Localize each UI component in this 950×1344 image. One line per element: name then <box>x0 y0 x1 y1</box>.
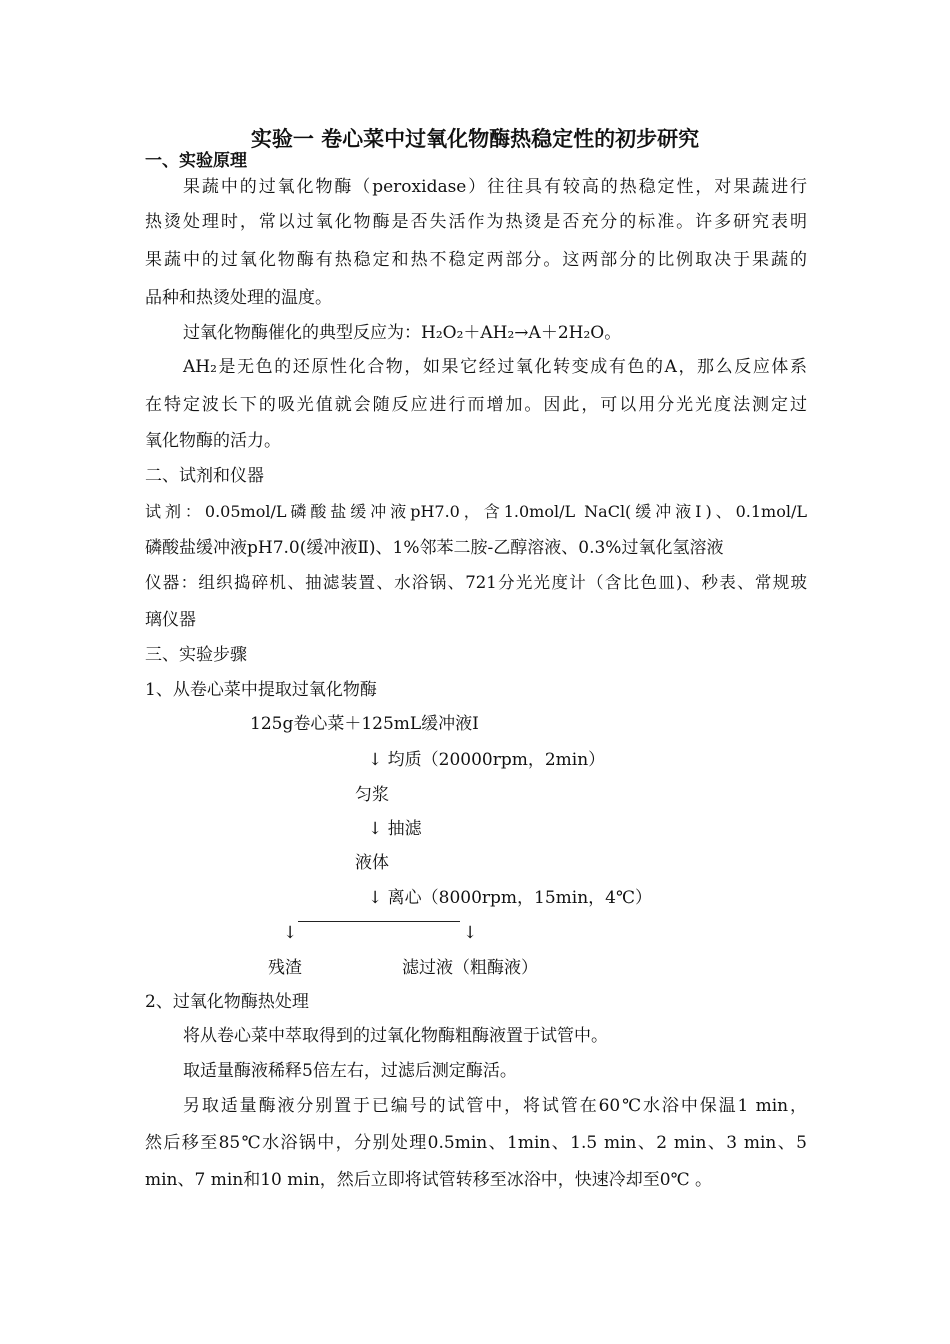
flow-arrow-filter: ↓ 抽滤 <box>368 819 422 839</box>
paragraph-line: min、7 min和10 min，然后立即将试管转移至冰浴中，快速冷却至0℃ 。 <box>145 1170 713 1190</box>
section-heading-reagents: 二、试剂和仪器 <box>145 466 264 486</box>
paragraph-line: 氧化物酶的活力。 <box>145 431 281 451</box>
flow-branch-line <box>298 921 460 922</box>
step2-heading: 2、过氧化物酶热处理 <box>145 992 309 1012</box>
flow-start: 125g卷心菜＋125mL缓冲液Ⅰ <box>250 714 479 734</box>
paragraph-line: 在特定波长下的吸光值就会随反应进行而增加。因此，可以用分光光度法测定过 <box>145 395 807 415</box>
page-title: 实验一 卷心菜中过氧化物酶热稳定性的初步研究 <box>250 127 700 151</box>
flow-arrow-centrifuge: ↓ 离心（8000rpm，15min，4℃） <box>368 888 653 908</box>
paragraph-line: 果蔬中的过氧化物酶（peroxidase）往往具有较高的热稳定性，对果蔬进行 <box>183 177 807 197</box>
instruments-line: 仪器：组织捣碎机、抽滤装置、水浴锅、721分光光度计（含比色皿)、秒表、常规玻 <box>145 573 807 592</box>
flow-branch-arrow-left: ↓ <box>283 923 298 943</box>
reaction-equation: 过氧化物酶催化的典型反应为：H₂O₂＋AH₂→A＋2H₂O。 <box>183 323 622 343</box>
flow-result-residue: 残渣 <box>268 958 302 978</box>
section-heading-procedure: 三、实验步骤 <box>145 645 247 665</box>
paragraph-line: 然后移至85℃水浴锅中，分别处理0.5min、1min、1.5 min、2 min、3 min、5 <box>145 1133 807 1153</box>
paragraph-line: 品种和热烫处理的温度。 <box>145 288 332 308</box>
step1-heading: 1、从卷心菜中提取过氧化物酶 <box>145 680 377 700</box>
paragraph-line: 将从卷心菜中萃取得到的过氧化物酶粗酶液置于试管中。 <box>183 1026 608 1046</box>
paragraph-line: 热烫处理时，常以过氧化物酶是否失活作为热烫是否充分的标准。许多研究表明 <box>145 212 807 232</box>
flow-arrow-homogenize: ↓ 均质（20000rpm，2min） <box>368 750 606 770</box>
flow-stage-slurry: 匀浆 <box>355 785 389 805</box>
instruments-line: 璃仪器 <box>145 610 196 630</box>
flow-branch-arrow-right: ↓ <box>463 923 478 943</box>
flow-result-filtrate: 滤过液（粗酶液） <box>402 958 538 978</box>
reagents-line: 磷酸盐缓冲液pH7.0(缓冲液Ⅱ)、1%邻苯二胺-乙醇溶液、0.3%过氧化氢溶液 <box>145 538 724 558</box>
flow-stage-liquid: 液体 <box>355 853 389 873</box>
paragraph-line: 取适量酶液稀释5倍左右，过滤后测定酶活。 <box>183 1061 517 1081</box>
paragraph-line: 果蔬中的过氧化物酶有热稳定和热不稳定两部分。这两部分的比例取决于果蔬的 <box>145 250 807 270</box>
reagents-line: 试剂：0.05mol/L磷酸盐缓冲液pH7.0，含1.0mol/L NaCl(缓冲液Ⅰ)、0.1mol/L <box>145 502 807 521</box>
paragraph-line: AH₂是无色的还原性化合物，如果它经过氧化转变成有色的A，那么反应体系 <box>183 357 807 377</box>
paragraph-line: 另取适量酶液分别置于已编号的试管中，将试管在60℃水浴中保温1 min， <box>183 1096 807 1116</box>
section-heading-principle: 一、实验原理 <box>145 151 247 171</box>
